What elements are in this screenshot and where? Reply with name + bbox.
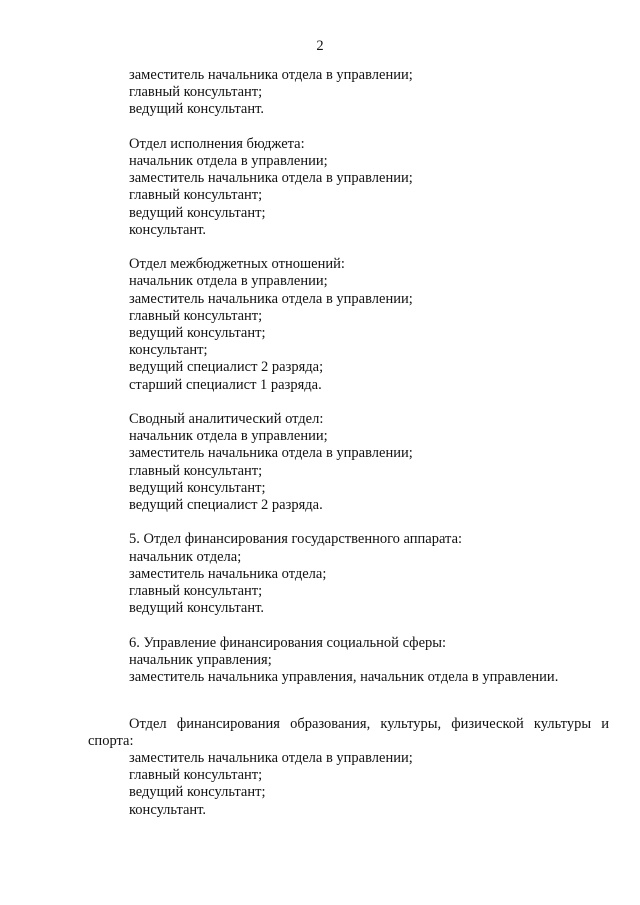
list-line: главный консультант;	[129, 583, 263, 600]
list-line: ведущий консультант;	[129, 479, 266, 496]
list-line: ведущий консультант;	[129, 204, 266, 221]
section-heading: 5. Отдел финансирования государственного аппарата:	[129, 531, 463, 548]
list-line: ведущий специалист 2 разряда.	[129, 497, 323, 514]
list-line: ведущий консультант;	[129, 784, 266, 801]
section-heading: 6. Управление финансирования социальной сферы:	[129, 634, 447, 651]
list-line: начальник отдела в управлении;	[129, 273, 328, 290]
education-section-heading: Отдел финансирования образования, культуры, физической культуры и спорта:	[88, 716, 609, 750]
list-line: ведущий консультант.	[129, 600, 264, 617]
list-line: начальник отдела в управлении;	[129, 428, 328, 445]
list-line: консультант;	[129, 342, 208, 359]
list-line: главный консультант;	[129, 84, 263, 101]
page-number: 2	[316, 38, 324, 54]
list-line: заместитель начальника отдела;	[129, 565, 327, 582]
staff-list	[129, 67, 609, 686]
list-line: консультант.	[129, 221, 207, 238]
list-line: заместитель начальника отдела в управлении;	[129, 170, 413, 187]
list-line: главный консультант;	[129, 767, 263, 784]
list-line: начальник отдела;	[129, 548, 242, 565]
list-line: начальник отдела в управлении;	[129, 153, 328, 169]
list-line: заместитель начальника отдела в управлении;	[129, 445, 413, 462]
education-staff-list	[129, 750, 609, 819]
list-line: ведущий консультант.	[129, 101, 264, 118]
list-line: главный консультант;	[129, 187, 263, 204]
list-line: старший специалист 1 разряда.	[129, 376, 322, 393]
section-heading: Отдел исполнения бюджета:	[129, 135, 305, 152]
list-line: заместитель начальника отдела в управлении;	[129, 290, 413, 307]
list-line: ведущий специалист 2 разряда;	[129, 359, 324, 376]
list-line: ведущий консультант;	[129, 325, 266, 342]
list-line: заместитель начальника отдела в управлении;	[129, 67, 413, 83]
section-heading: Отдел межбюджетных отношений:	[129, 256, 345, 273]
list-line: заместитель начальника отдела в управлении;	[129, 750, 413, 766]
section-heading: Сводный аналитический отдел:	[129, 411, 324, 428]
list-line: консультант.	[129, 801, 207, 818]
list-line: главный консультант;	[129, 462, 263, 479]
list-line: начальник управления;	[129, 651, 272, 668]
list-line: заместитель начальника управления, начальник отдела в управлении.	[129, 669, 559, 686]
list-line: главный консультант;	[129, 307, 263, 324]
